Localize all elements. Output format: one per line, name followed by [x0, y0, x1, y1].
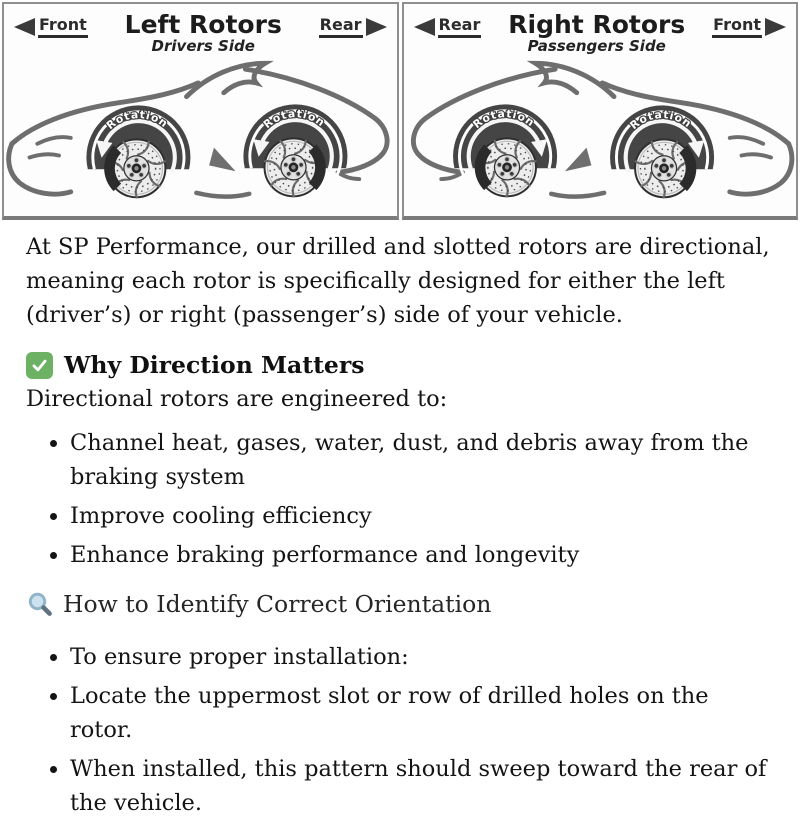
rotation-label: Rotation [103, 107, 171, 133]
section-heading-why-direction-matters [26, 348, 774, 382]
list-item [70, 640, 774, 674]
list-item-text: Enhance braking performance and longevity [70, 542, 580, 568]
right-panel-header [404, 4, 797, 55]
rotor-direction-diagram [0, 0, 800, 220]
front-direction-indicator [14, 17, 88, 38]
panel-subtitle: Passengers Side [527, 36, 666, 55]
check-mark-icon [26, 352, 53, 379]
direction-label: Front [38, 17, 88, 38]
rear-direction-indicator [319, 17, 387, 38]
rotation-label: Rotation [627, 107, 694, 133]
list-item-text: To ensure proper installation: [70, 644, 409, 670]
list-item [70, 499, 774, 533]
direction-label: Front [712, 17, 762, 38]
panel-subtitle: Drivers Side [151, 36, 255, 55]
right-arrow-icon [366, 18, 387, 36]
section-title: How to Identify Correct Orientation [63, 590, 492, 618]
left-arrow-icon [414, 18, 435, 36]
section-heading-identify-orientation [26, 587, 774, 621]
list-item-text: Improve cooling efficiency [70, 503, 372, 529]
left-arrow-icon [14, 18, 35, 36]
list-item [70, 538, 774, 572]
right-rotors-panel [402, 2, 799, 220]
front-direction-indicator [712, 17, 786, 38]
direction-label: Rear [438, 17, 482, 38]
orientation-steps-list [26, 640, 774, 820]
left-panel-header [4, 4, 397, 55]
rear-direction-indicator [414, 17, 482, 38]
direction-label: Rear [319, 17, 363, 38]
list-item-text: Locate the uppermost slot or row of drilled holes on the rotor. [70, 683, 709, 743]
car-illustration-left [4, 52, 397, 210]
list-item [70, 679, 774, 747]
list-item-text: Channel heat, gases, water, dust, and debris away from the braking system [70, 430, 749, 490]
left-rotors-panel [2, 2, 399, 220]
rotation-label: Rotation [470, 107, 537, 132]
list-item [70, 426, 774, 494]
left-panel-titles [88, 12, 319, 54]
panel-title: Right Rotors [508, 10, 686, 39]
magnifying-glass-icon [26, 591, 53, 618]
panel-title: Left Rotors [124, 10, 282, 39]
right-arrow-icon [765, 18, 786, 36]
section-title: Why Direction Matters [64, 351, 365, 379]
lead-paragraph: Directional rotors are engineered to: [26, 386, 448, 412]
intro-paragraph: At SP Performance, our drilled and slotted rotors are directional, meaning each rotor is specifically designed for either the left (driver’s) or right (passenger’s) side of your vehicle. [26, 234, 770, 328]
list-item [70, 752, 774, 820]
benefits-list [26, 426, 774, 572]
right-panel-titles [481, 12, 712, 54]
car-illustration-right [404, 52, 797, 210]
list-item-text: When installed, this pattern should sweep toward the rear of the vehicle. [70, 756, 767, 816]
article-body [0, 220, 800, 820]
rotation-label: Rotation [260, 107, 328, 132]
